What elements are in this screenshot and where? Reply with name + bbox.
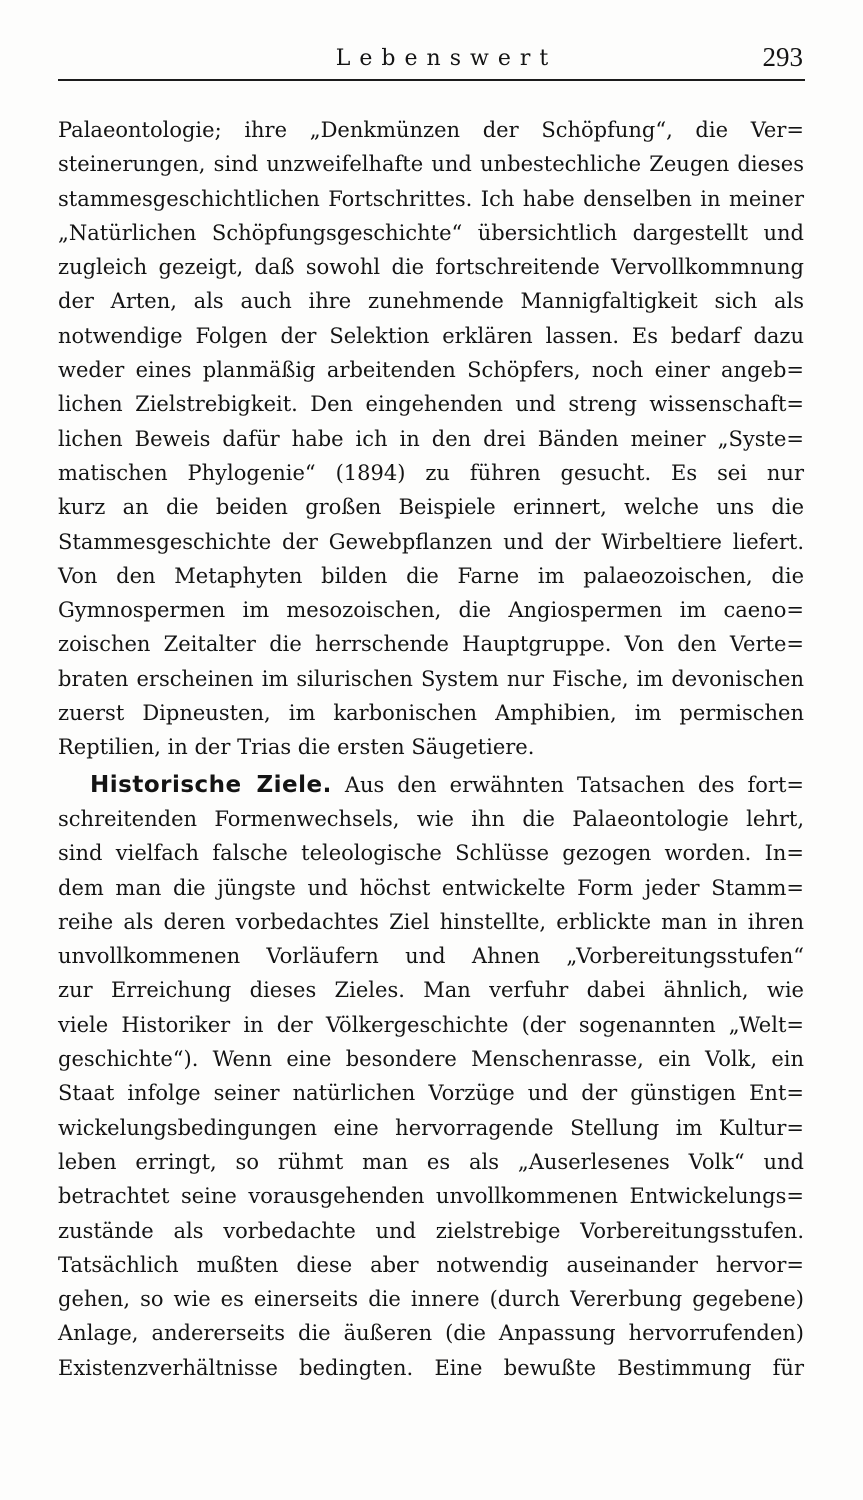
text-line: sind vielfach falsche teleologische Schlüsse gezogen worden. In= bbox=[58, 841, 804, 866]
text-line: viele Historiker in der Völkergeschichte (der sogenannten „Welt= bbox=[58, 1012, 804, 1037]
text-line: Von den Metaphyten bilden die Farne im palaeozoischen, die bbox=[58, 563, 804, 588]
text-line: reihe als deren vorbedachtes Ziel hinstellte, erblickte man in ihren bbox=[58, 909, 804, 934]
text-line: kurz an die beiden großen Beispiele erinnert, welche uns die bbox=[58, 495, 804, 520]
text-line: steinerungen, sind unzweifelhafte und unbestechliche Zeugen dieses bbox=[58, 152, 804, 177]
text-line: zoischen Zeitalter die herrschende Hauptgruppe. Von den Verte= bbox=[58, 632, 804, 657]
text-line: „Natürlichen Schöpfungsgeschichte“ übersichtlich dargestellt und bbox=[58, 220, 804, 245]
text-line: lichen Zielstrebigkeit. Den eingehenden und streng wissenschaft= bbox=[58, 392, 804, 417]
text-line: matischen Phylogenie“ (1894) zu führen gesucht. Es sei nur bbox=[58, 460, 804, 485]
body-text bbox=[58, 113, 804, 1385]
text-line: wickelungsbedingungen eine hervorragende Stellung im Kultur= bbox=[58, 1115, 804, 1140]
text-line: Stammesgeschichte der Gewebpflanzen und der Wirbeltiere liefert. bbox=[58, 529, 804, 554]
text-line: Gymnospermen im mesozoischen, die Angiospermen im caeno= bbox=[58, 598, 804, 623]
text-line: betrachtet seine vorausgehenden unvollkommenen Entwickelungs= bbox=[58, 1184, 804, 1209]
text-line bbox=[58, 768, 804, 802]
paragraph bbox=[58, 113, 804, 765]
text-line: Tatsächlich mußten diese aber notwendig auseinander hervor= bbox=[58, 1252, 804, 1277]
running-title: Lebenswert bbox=[335, 46, 558, 71]
text-line: braten erscheinen im silurischen System nur Fische, im devonischen bbox=[58, 666, 804, 691]
text-line: Staat infolge seiner natürlichen Vorzüge und der günstigen Ent= bbox=[58, 1081, 804, 1106]
text-line: geschichte“). Wenn eine besondere Menschenrasse, ein Volk, ein bbox=[58, 1047, 804, 1072]
section-heading: Historische Ziele. bbox=[90, 771, 332, 798]
text-line: Palaeontologie; ihre „Denkmünzen der Schöpfung“, die Ver= bbox=[58, 118, 804, 142]
text-line: leben erringt, so rühmt man es als „Auserlesenes Volk“ und bbox=[58, 1149, 804, 1174]
page-header bbox=[58, 42, 805, 82]
text-line: zuerst Dipneusten, im karbonischen Amphibien, im permischen bbox=[58, 701, 804, 726]
text-line: lichen Beweis dafür habe ich in den drei Bänden meiner „Syste= bbox=[58, 426, 804, 451]
text-line: gehen, so wie es einerseits die innere (durch Vererbung gegebene) bbox=[58, 1287, 804, 1312]
paragraph bbox=[58, 768, 804, 1385]
header-rule bbox=[58, 79, 805, 81]
text-line: Reptilien, in der Trias die ersten Säugetiere. bbox=[58, 735, 535, 760]
text-line: der Arten, als auch ihre zunehmende Mannigfaltigkeit sich als bbox=[58, 289, 804, 314]
text-line: dem man die jüngste und höchst entwickelte Form jeder Stamm= bbox=[58, 875, 804, 900]
text-line: unvollkommenen Vorläufern und Ahnen „Vorbereitungsstufen“ bbox=[58, 944, 804, 969]
text-line: Existenzverhältnisse bedingten. Eine bewußte Bestimmung für bbox=[58, 1355, 804, 1380]
text-line: zugleich gezeigt, daß sowohl die fortschreitende Vervollkommnung bbox=[58, 255, 804, 280]
page-number: 293 bbox=[762, 42, 803, 72]
text-line: stammesgeschichtlichen Fortschrittes. Ich habe denselben in meiner bbox=[58, 186, 804, 211]
text-run: Aus den erwähnten Tatsachen des fort= bbox=[344, 772, 804, 797]
text-line: zustände als vorbedachte und zielstrebige Vorbereitungsstufen. bbox=[58, 1218, 804, 1243]
text-line: schreitenden Formenwechsels, wie ihn die Palaeontologie lehrt, bbox=[58, 806, 804, 831]
text-line: zur Erreichung dieses Zieles. Man verfuhr dabei ähnlich, wie bbox=[58, 978, 804, 1003]
text-line: notwendige Folgen der Selektion erklären lassen. Es bedarf dazu bbox=[58, 323, 804, 348]
text-line: weder eines planmäßig arbeitenden Schöpfers, noch einer angeb= bbox=[58, 358, 804, 383]
text-line: Anlage, andererseits die äußeren (die Anpassung hervorrufenden) bbox=[58, 1321, 804, 1346]
